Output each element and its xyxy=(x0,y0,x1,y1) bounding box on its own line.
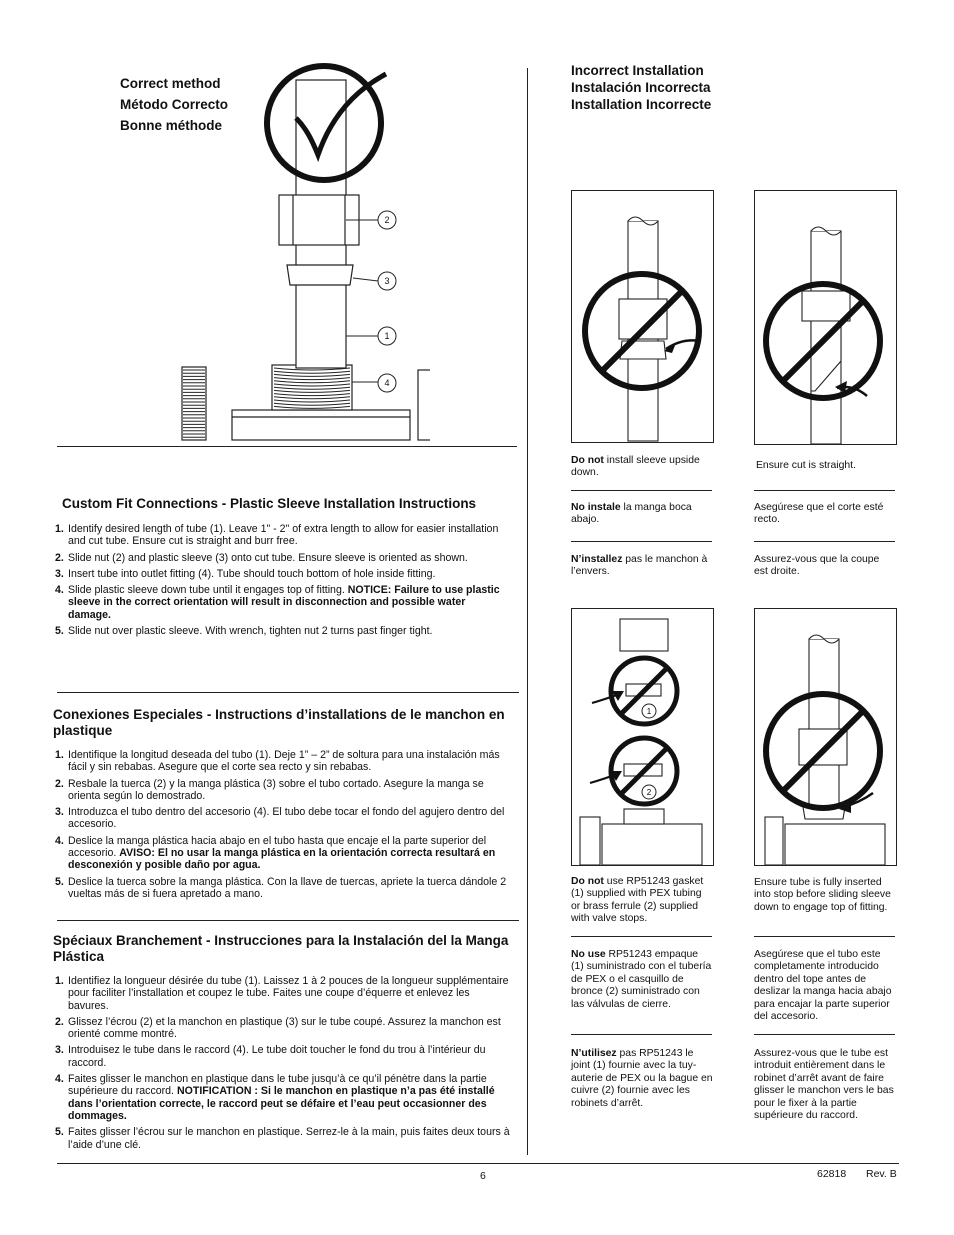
french-steps xyxy=(55,975,513,1155)
rule-d2 xyxy=(754,1034,895,1035)
french-step-4: 4. Faites glisser le manchon en plastique dans le tube jusqu’à ce qu’il pénètre dans la partie supérieure du raccord. NOTIFICATION : Si le manchon en plastique n’a pas été installé dans l’orientation correcte, le raccord peut se défaire et l’eau peut occasionner des dommages. xyxy=(55,1073,495,1122)
divider-under-diagram xyxy=(57,446,517,447)
rule-c1 xyxy=(571,936,712,937)
correct-label-en: Correct method xyxy=(120,76,221,91)
english-step-5: 5. Slide nut over plastic sleeve. With wrench, tighten nut 2 turns past finger tight. xyxy=(55,625,433,638)
caption-insert-es: Asegúrese que el tubo este completamente introducido dentro del tope antes de deslizar la manga hacia abajo para encajar la parte superior del accesorio. xyxy=(754,949,892,1023)
revision: Rev. B xyxy=(866,1168,897,1180)
rule-a1 xyxy=(571,490,712,491)
ferrule-callout-2: 2 xyxy=(646,788,652,797)
callout-3: 3 xyxy=(384,276,390,286)
threaded-stub-left xyxy=(182,367,206,440)
correct-label-es: Método Correcto xyxy=(120,97,228,112)
correct-label-fr: Bonne méthode xyxy=(120,118,223,133)
caption-cut-en: Ensure cut is straight. xyxy=(756,460,856,471)
rule-d1 xyxy=(754,936,895,937)
gasket-callout-1: 1 xyxy=(646,707,652,716)
spanish-step-4: 4. Deslice la manga plástica hacia abajo en el tubo hasta que encaje el la parte superior del accesorio. AVISO: El no usar la manga plástica en la orientación correcta resultará en desconexión y posible daño por agua. xyxy=(55,834,496,872)
english-step-4: 4. Slide plastic sleeve down tube until it engages top of fitting. NOTICE: Failure to use plastic sleeve in the correct orientation will result in disconnection and possible water damage. xyxy=(55,584,500,621)
caption-sleeve-en: Do not install sleeve upside down. xyxy=(571,455,700,479)
french-title: Spéciaux Branchement - Instrucciones para la Instalación del la Manga Plástica xyxy=(53,933,509,964)
valve-base xyxy=(232,410,410,440)
caption-insert-en: Ensure tube is fully inserted into stop before sliding sleeve down to engage top of fitting. xyxy=(754,877,891,913)
caption-cut-fr: Assurez-vous que la coupe est droite. xyxy=(754,554,880,578)
rule-c2 xyxy=(571,1034,712,1035)
rule-b1 xyxy=(754,490,895,491)
callout-1: 1 xyxy=(384,331,390,341)
panel-tube-not-inserted xyxy=(754,608,897,866)
caption-gasket-es: No use RP51243 empaque (1) suministrado con el tubería de PEX o el casquillo de bronce (2) suministrado con las válvulas de cierre. xyxy=(571,949,712,1010)
post-right xyxy=(418,370,430,440)
page-number: 6 xyxy=(480,1170,486,1182)
panel-sleeve-upside-down xyxy=(571,190,714,443)
english-steps xyxy=(55,523,510,641)
caption-insert-fr: Assurez-vous que le tube est introduit entièrement dans le robinet d’arrêt avant de faire glisser le manchon vers le bas pour le fixer à la partie supérieure du raccord. xyxy=(754,1048,894,1122)
spanish-step-3: 3. Introduzca el tubo dentro del accesorio (4). El tubo debe tocar el fondo del agujero dentro del accesorio. xyxy=(55,806,505,831)
french-step-1: 1. Identifiez la longueur désirée du tube (1). Laissez 1 à 2 pouces de la longueur supplémentaire pour faciliter l’installation et coupez le tube. Faites une coupe d’équerre et enlevez les bavures. xyxy=(55,975,509,1012)
caption-cut-es: Asegúrese que el corte esté recto. xyxy=(754,502,884,526)
spanish-step-1: 1. Identifique la longitud deseada del tubo (1). Deje 1” – 2” de soltura para una instalación más fácil y sin rebabas. Asegure que el corte sea recto y sin rebabas. xyxy=(55,749,500,774)
english-step-3: 3. Insert tube into outlet fitting (4). Tube should touch bottom of hole inside fitting. xyxy=(55,567,436,580)
divider-english-spanish xyxy=(57,692,519,693)
incorrect-label-fr: Installation Incorrecte xyxy=(571,97,712,112)
panel-gasket-ferrule xyxy=(571,608,714,866)
correct-installation-diagram xyxy=(170,60,430,445)
callout-2: 2 xyxy=(384,215,390,225)
incorrect-label-en: Incorrect Installation xyxy=(571,63,704,78)
french-step-2: 2. Glissez l’écrou (2) et la manchon en plastique (3) sur le tube coupé. Assurez la manchon est orienté comme montré. xyxy=(55,1015,501,1041)
caption-gasket-en: Do not use RP51243 gasket (1) supplied with PEX tubing or brass ferrule (2) supplied with valve stops. xyxy=(571,876,704,925)
spanish-step-2: 2. Resbale la tuerca (2) y la manga plástica (3) sobre el tubo cortado. Asegure la manga se orienta según lo demostrado. xyxy=(55,777,484,802)
column-divider xyxy=(527,68,528,1155)
callout-4: 4 xyxy=(384,378,390,388)
spanish-steps xyxy=(55,749,513,904)
doc-number: 62818 xyxy=(817,1168,847,1180)
caption-sleeve-fr: N’installez pas le manchon à l’envers. xyxy=(571,554,708,578)
english-title: Custom Fit Connections - Plastic Sleeve Installation Instructions xyxy=(62,496,477,511)
english-step-1: 1. Identify desired length of tube (1). Leave 1" - 2" of extra length to allow for easier installation and cut tube. Ensure cut is straight and burr free. xyxy=(55,523,499,548)
french-step-5: 5. Faites glisser l’écrou sur le manchon en plastique. Serrez-le à la main, puis faites deux tours à l’aide d’une clé. xyxy=(55,1126,510,1151)
panel-crooked-cut xyxy=(754,190,897,445)
divider-spanish-french xyxy=(57,920,519,921)
french-step-3: 3. Introduisez le tube dans le raccord (4). Le tube doit toucher le fond du trou à l’intérieur du raccord. xyxy=(55,1044,486,1069)
footer-rule xyxy=(57,1163,899,1164)
incorrect-installation-labels xyxy=(571,62,711,113)
plastic-sleeve xyxy=(287,265,353,285)
rule-a2 xyxy=(571,541,712,542)
english-step-2: 2. Slide nut (2) and plastic sleeve (3) onto cut tube. Ensure sleeve is oriented as shown. xyxy=(55,551,468,564)
spanish-title: Conexiones Especiales - Instructions d’installations de le manchon en plastique xyxy=(53,707,505,738)
spanish-step-5: 5. Deslice la tuerca sobre la manga plástica. Con la llave de tuercas, apriete la tuerca dándole 2 vueltas más de si fuera apretado a mano. xyxy=(55,875,507,900)
caption-gasket-fr: N’utilisez pas RP51243 le joint (1) fournie avec la tuy-auterie de PEX ou la bague en cuivre (2) fournie avec les robinets d’arrêt. xyxy=(571,1048,713,1109)
caption-sleeve-es: No instale la manga boca abajo. xyxy=(571,502,692,526)
rule-b2 xyxy=(754,541,895,542)
incorrect-label-es: Instalación Incorrecta xyxy=(571,80,711,95)
